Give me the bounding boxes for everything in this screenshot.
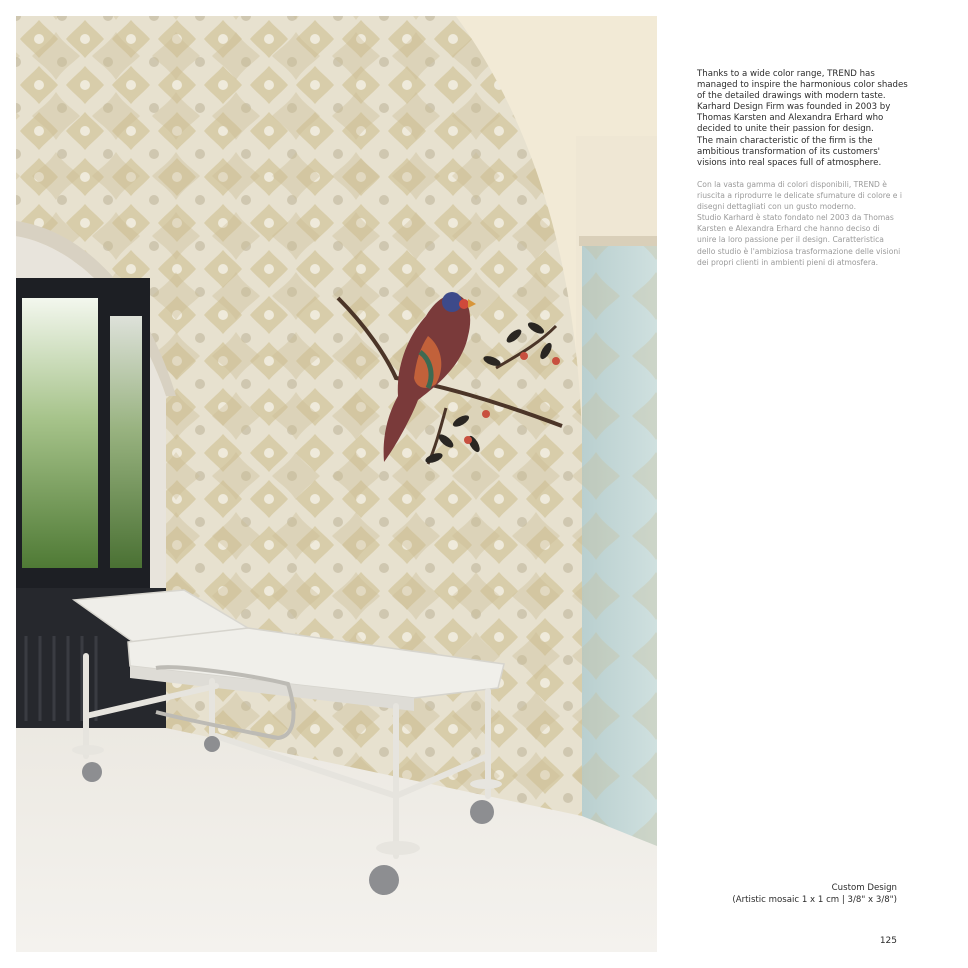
caption-detail: (Artistic mosaic 1 x 1 cm | 3/8" x 3/8") [732, 894, 897, 905]
mosaic-room-illustration [16, 16, 657, 952]
description-english: Thanks to a wide color range, TREND has managed to inspire the harmonious color shades of the detailed drawings with modern taste. Karhard Design Firm was founded in 2003 by Thomas Karsten and Alexandra Erhard who decided to unite their passion for design. The main characteristic of the firm is the ambitious transformation of its customers' visions into real spaces full of atmosphere. [697, 69, 908, 168]
caption-title: Custom Design [831, 883, 897, 893]
description-italian: Con la vasta gamma di colori disponibili, TREND è riuscita a riprodurre le delicate sfumature di colore e i disegni dettagliati con un gusto moderno. Studio Karhard è stato fondato nel 2003 da Thomas Karsten e Alexandra Erhard che hanno deciso di unire la loro passione per il design. Caratteristica dello studio è l'ambiziosa trasformazione delle visioni dei propri clienti in ambienti pieni di atmosfera. [697, 180, 902, 267]
image-caption [677, 883, 897, 906]
interior-photo [16, 16, 657, 952]
page-number: 125 [879, 936, 897, 946]
